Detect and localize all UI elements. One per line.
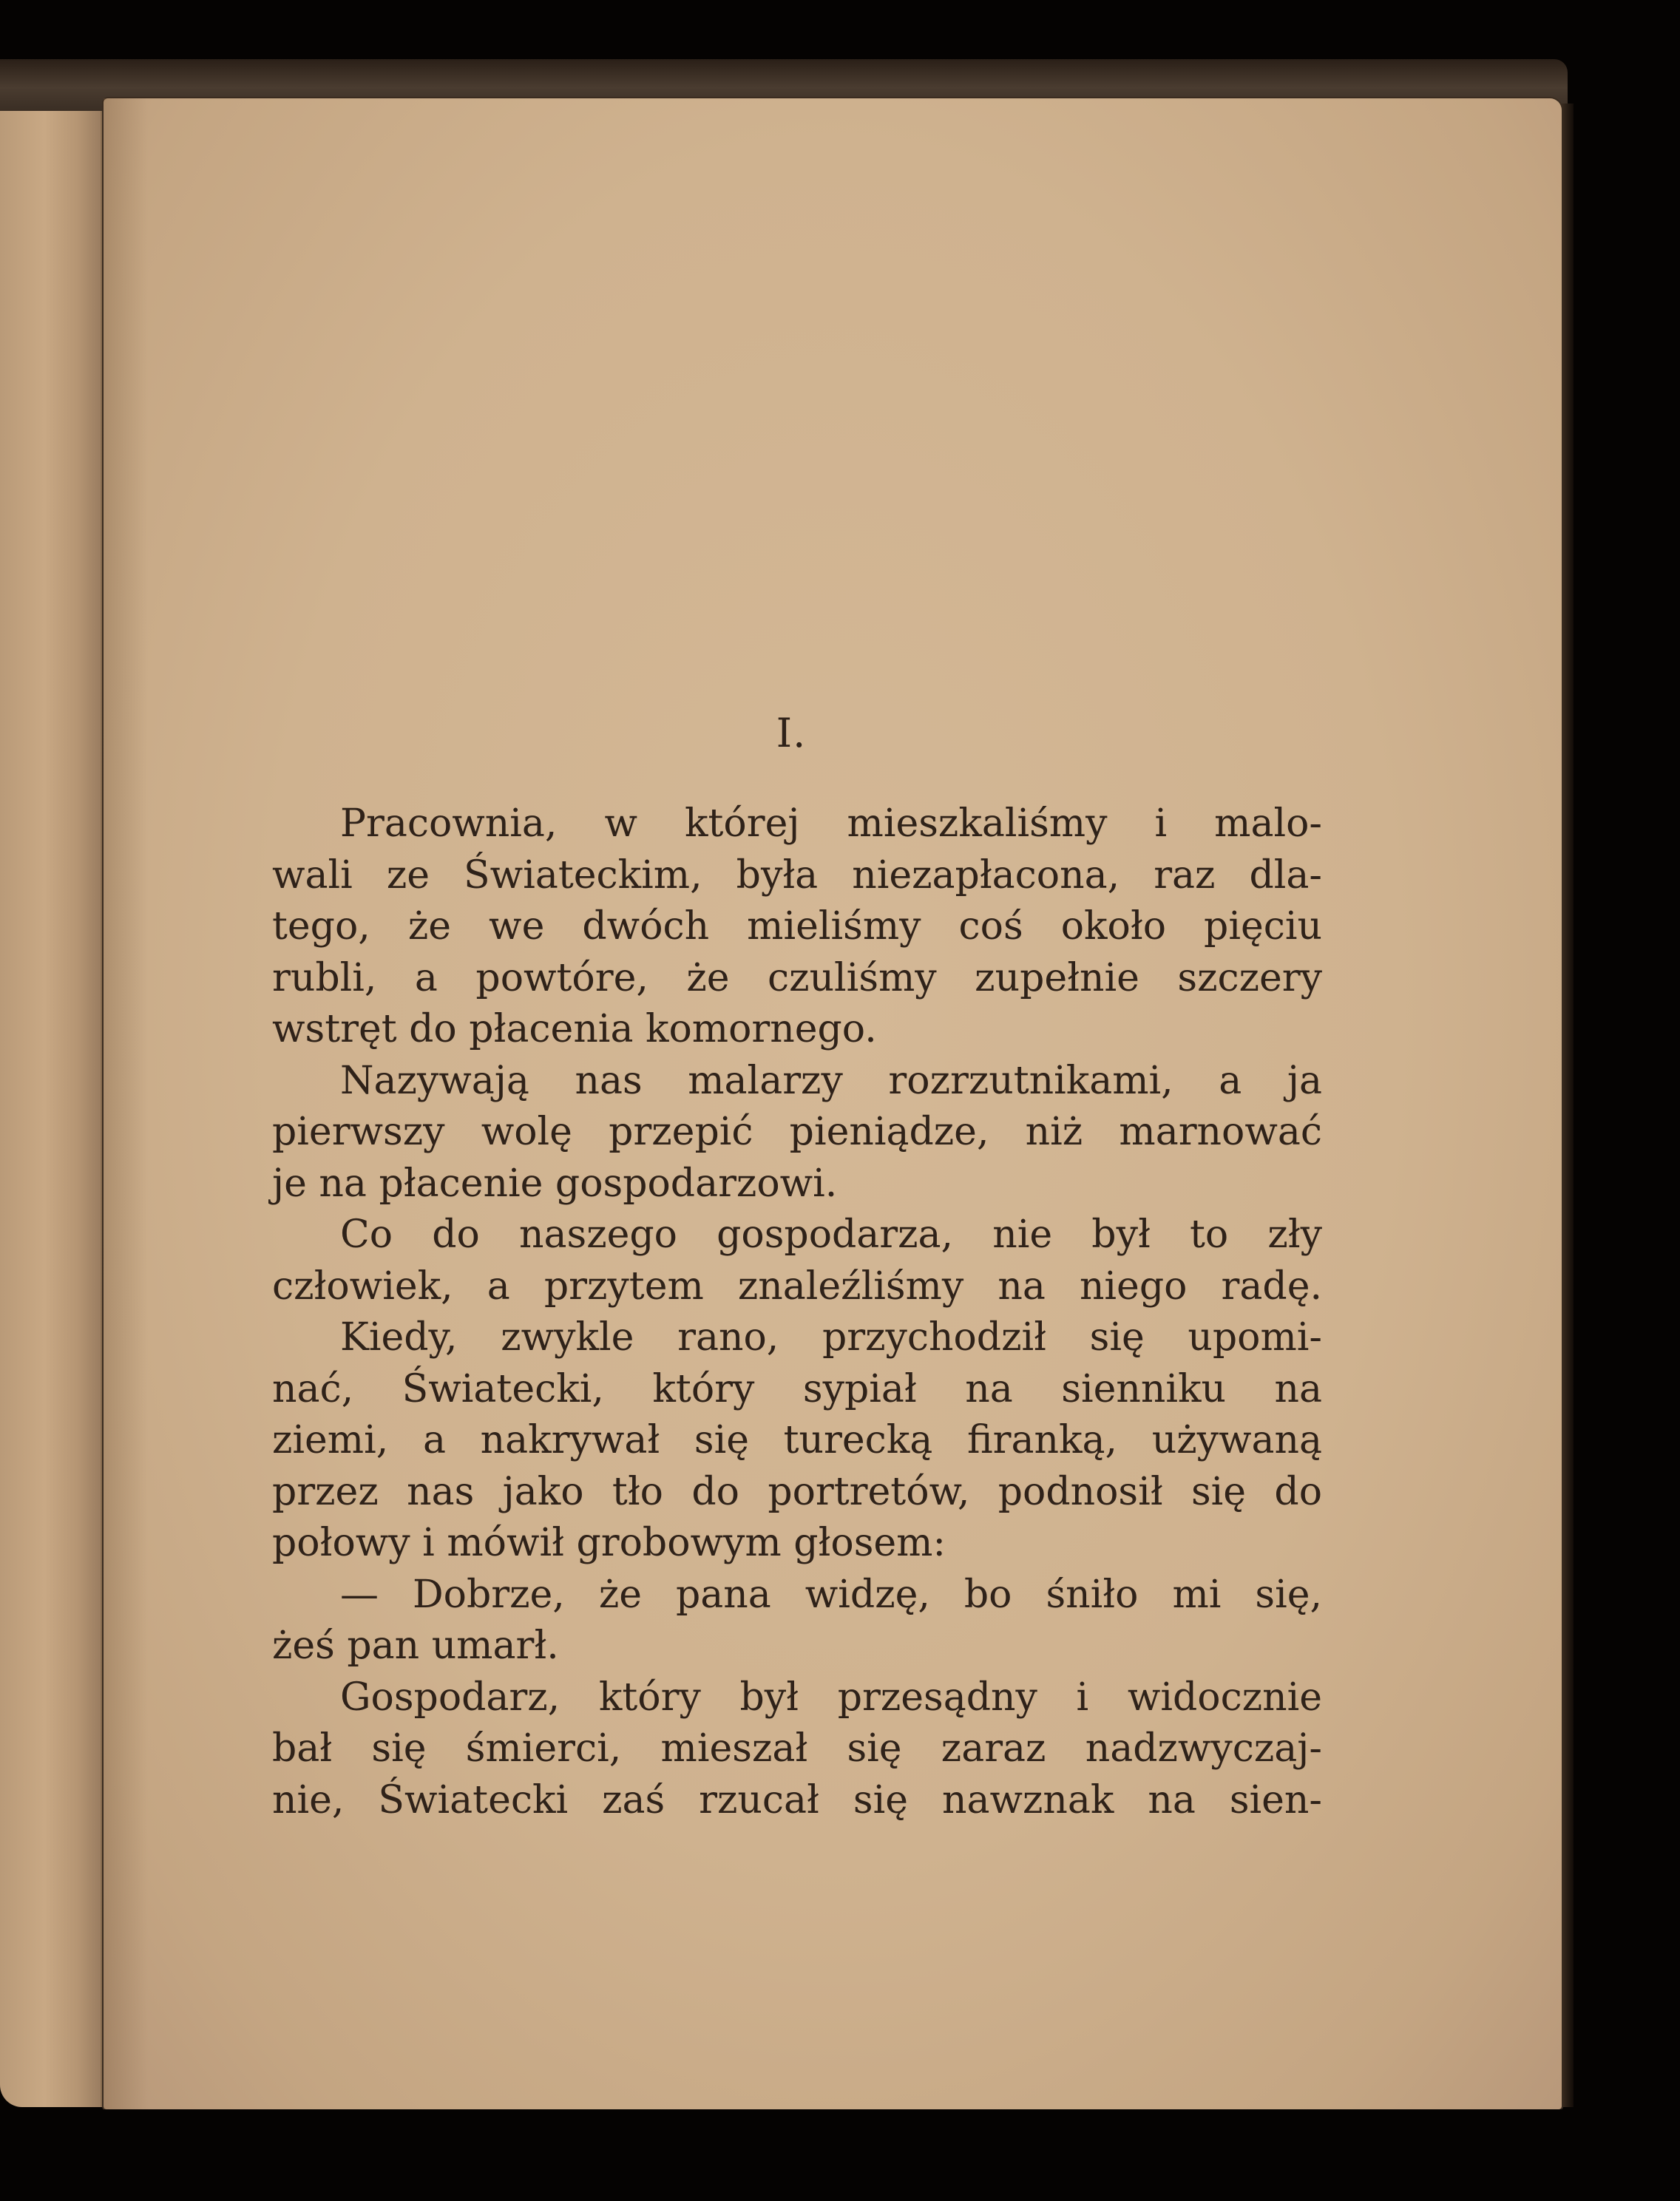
- text-line: żeś pan umarł.: [272, 1624, 559, 1668]
- text-line: bał się śmierci, mieszał się zaraz nadzwyczaj-: [272, 1726, 1322, 1771]
- body-text: [272, 798, 1322, 1826]
- text-line: Co do naszego gospodarza, nie był to zły: [340, 1213, 1322, 1257]
- text-line: wstręt do płacenia komornego.: [272, 1007, 877, 1051]
- text-line: przez nas jako tło do portretów, podnosił się do: [272, 1469, 1322, 1514]
- text-line: człowiek, a przytem znaleźliśmy na niego radę.: [272, 1264, 1322, 1309]
- text-line: tego, że we dwóch mieliśmy coś około pięciu: [272, 904, 1322, 949]
- text-line: pierwszy wolę przepić pieniądze, niż marnować: [272, 1110, 1322, 1154]
- text-line: nać, Światecki, który sypiał na sienniku na: [272, 1366, 1322, 1411]
- text-line: wali ze Światеckim, była niezapłacona, raz dla-: [272, 852, 1322, 898]
- text-line: rubli, a powtóre, że czuliśmy zupełnie szczery: [272, 955, 1322, 1000]
- text-line: nie, Światecki zaś rzucał się nawznak na sien-: [272, 1777, 1322, 1822]
- text-line: ziemi, a nakrywał się turecką firanką, używaną: [272, 1418, 1322, 1462]
- text-line: Nazywają nas malarzy rozrzutnikami, a ja: [340, 1058, 1322, 1103]
- bottom-dark-margin: [0, 2109, 1680, 2201]
- text-line: Pracownia, w której mieszkaliśmy i malo-: [340, 801, 1322, 846]
- text-line: połowy i mówił grobowym głosem:: [272, 1521, 946, 1565]
- chapter-heading: I.: [776, 710, 807, 756]
- text-line: Gospodarz, który był przesądny i widocznie: [340, 1675, 1322, 1720]
- text-line: je na płacenie gospodarzowi.: [272, 1161, 838, 1206]
- page-shadow-edge: [1562, 104, 1574, 2107]
- previous-pages-edge: [0, 111, 111, 2107]
- text-line: — Dobrze, że pana widzę, bo śniło mi się,: [340, 1572, 1322, 1617]
- text-line: Kiedy, zwykle rano, przychodził się upomi-: [340, 1315, 1322, 1360]
